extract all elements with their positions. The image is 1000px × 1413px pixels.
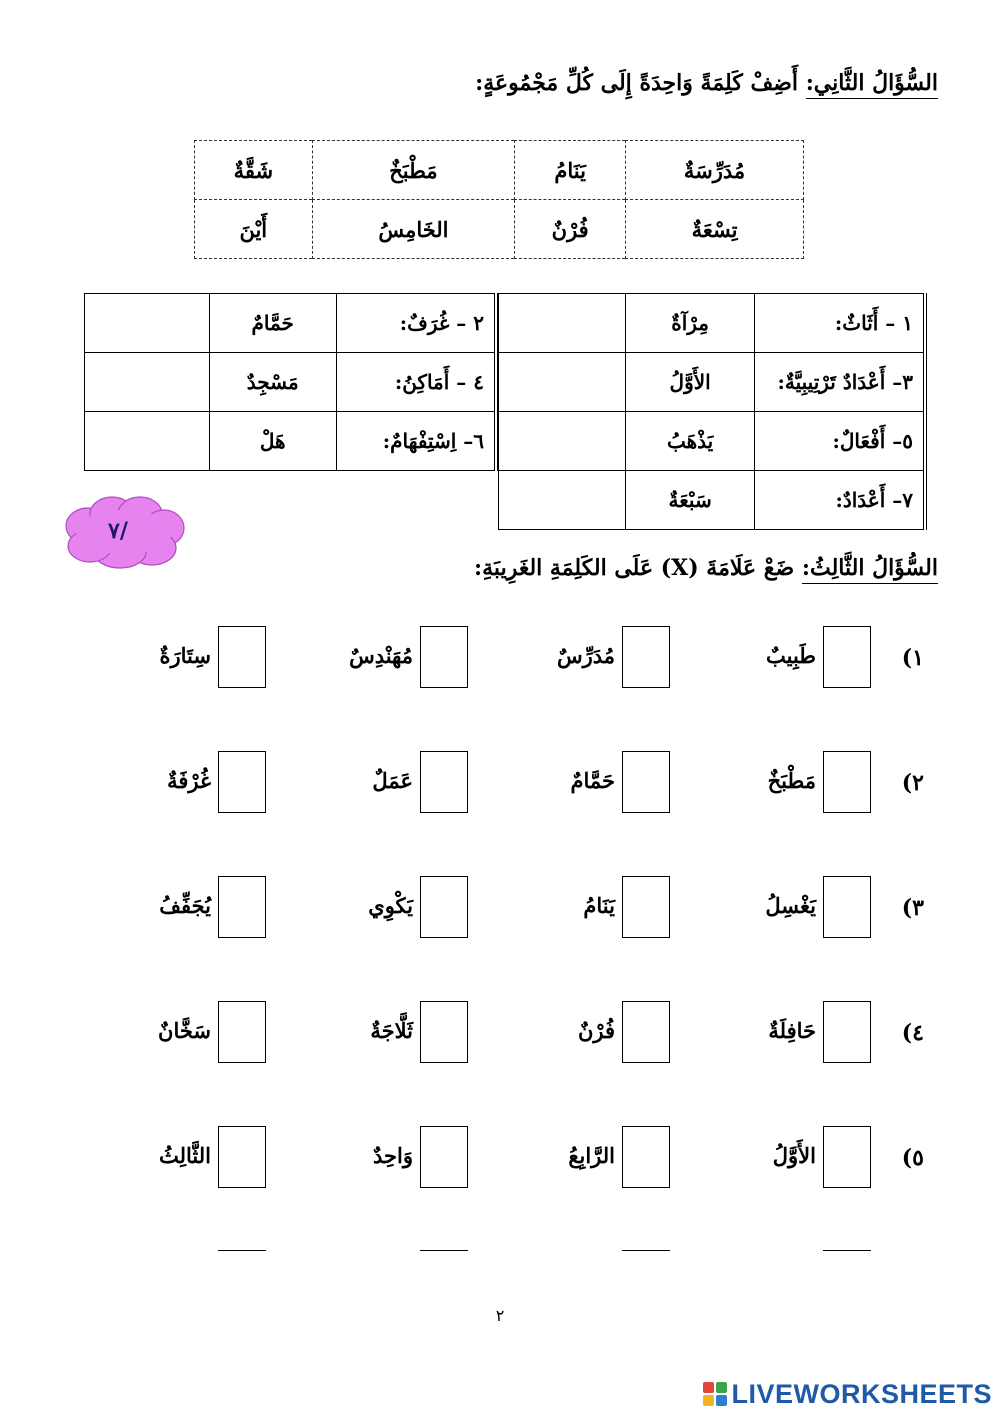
checkbox[interactable]: [218, 1126, 266, 1188]
word-bank-cell: يَنَامُ: [515, 141, 626, 200]
word-option: حَافِلَةٌ: [768, 1018, 816, 1043]
checkbox[interactable]: [823, 1001, 871, 1063]
group-answer-field-5[interactable]: [499, 412, 626, 471]
group-word-6: هَلْ: [209, 412, 336, 471]
checkbox[interactable]: [218, 751, 266, 813]
group-label-6: ٦– اِسْتِفْهَامٌ:: [336, 412, 496, 471]
liveworksheets-logo-text: LIVEWORKSHEETS: [731, 1378, 992, 1409]
group-word-4: مَسْجِدٌ: [209, 353, 336, 412]
group-word-3: الأَوَّلُ: [626, 353, 755, 412]
checkbox[interactable]: [823, 626, 871, 688]
word-bank-row: [195, 200, 804, 259]
word-option: يَكْوِي: [368, 893, 413, 918]
question-2-label: السُّؤَالُ الثَّانِي:: [806, 70, 938, 99]
score-cloud: [60, 492, 188, 570]
checkbox[interactable]: [420, 1126, 468, 1188]
liveworksheets-logo: [703, 1378, 992, 1410]
checkbox[interactable]: [823, 876, 871, 938]
word-option: وَاحِدٌ: [373, 1143, 413, 1168]
answer-line: [622, 1250, 670, 1251]
groups-table-left: [84, 293, 498, 471]
word-option: يَنَامُ: [583, 893, 615, 918]
word-bank-cell: فُرْنٌ: [515, 200, 626, 259]
word-option: الثَّالِثُ: [159, 1143, 211, 1168]
word-bank-cell: شَقَّةٌ: [195, 141, 313, 200]
word-option: حَمَّامٌ: [570, 768, 615, 793]
group-word-2: حَمَّامٌ: [209, 294, 336, 353]
group-label-3: ٣– أَعْدَادٌ تَرْتِيبِيَّةٌ:: [754, 353, 925, 412]
group-word-7: سَبْعَةٌ: [626, 471, 755, 530]
word-bank-table: [194, 140, 804, 259]
group-answer-field-7[interactable]: [499, 471, 626, 530]
word-option: الرَّابِعُ: [568, 1143, 615, 1168]
checkbox[interactable]: [622, 751, 670, 813]
checkbox[interactable]: [622, 1001, 670, 1063]
word-bank-cell: الخَامِسُ: [312, 200, 515, 259]
liveworksheets-logo-icon: [703, 1382, 727, 1406]
checkbox[interactable]: [823, 1126, 871, 1188]
word-option: فُرْنٌ: [577, 1018, 615, 1043]
word-option: يَغْسِلُ: [765, 893, 816, 918]
group-label-4: ٤ – أَمَاكِنُ:: [336, 353, 496, 412]
checkbox[interactable]: [420, 751, 468, 813]
answer-line: [420, 1250, 468, 1251]
word-option: سِتَارَةٌ: [159, 643, 211, 668]
question-3-label: السُّؤَالُ الثَّالِثُ:: [802, 555, 938, 584]
exercise-number: ٢): [901, 770, 924, 796]
word-bank-cell: مُدَرِّسَةٌ: [626, 141, 804, 200]
checkbox[interactable]: [420, 876, 468, 938]
group-label-5: ٥– أَفْعَالٌ:: [754, 412, 925, 471]
word-bank-row: [195, 141, 804, 200]
checkbox[interactable]: [218, 626, 266, 688]
checkbox[interactable]: [823, 751, 871, 813]
group-label-2: ٢ – غُرَفٌ:: [336, 294, 496, 353]
group-answer-field-1[interactable]: [499, 294, 626, 353]
word-option: عَمَلٌ: [372, 768, 413, 793]
group-word-1: مِرْآةٌ: [626, 294, 755, 353]
answer-line: [823, 1250, 871, 1251]
word-bank-cell: مَطْبَخٌ: [312, 141, 515, 200]
checkbox[interactable]: [218, 876, 266, 938]
group-answer-field-6[interactable]: [85, 412, 210, 471]
question-2-instruction: أَضِفْ كَلِمَةً وَاحِدَةً إِلَى كُلِّ مَجْمُوعَةٍ:: [475, 70, 806, 96]
checkbox[interactable]: [420, 626, 468, 688]
group-answer-field-2[interactable]: [85, 294, 210, 353]
word-option: مَطْبَخٌ: [767, 768, 816, 793]
group-label-1: ١ – أَثَاثٌ:: [754, 294, 925, 353]
question-3-title: [474, 555, 938, 581]
answer-line: [218, 1250, 266, 1251]
question-2-title: [475, 70, 938, 96]
checkbox[interactable]: [622, 876, 670, 938]
group-label-7: ٧– أَعْدَادٌ:: [754, 471, 925, 530]
word-option: طَبِيبٌ: [765, 643, 816, 668]
word-bank-cell: تِسْعَةٌ: [626, 200, 804, 259]
group-word-5: يَذْهَبُ: [626, 412, 755, 471]
word-option: سَخَّانٌ: [158, 1018, 211, 1043]
checkbox[interactable]: [622, 1126, 670, 1188]
question-3-instruction: ضَعْ عَلَامَةَ (X) عَلَى الكَلِمَةِ الغَرِيبَةِ:: [474, 555, 802, 581]
checkbox[interactable]: [420, 1001, 468, 1063]
word-bank-cell: أَيْنَ: [195, 200, 313, 259]
exercise-number: ٥): [901, 1145, 924, 1171]
checkbox[interactable]: [622, 626, 670, 688]
group-answer-field-4[interactable]: [85, 353, 210, 412]
word-option: غُرْفَةٌ: [167, 768, 211, 793]
checkbox[interactable]: [218, 1001, 266, 1063]
word-option: مُهَنْدِسٌ: [349, 643, 413, 668]
page-number: ٢: [495, 1306, 505, 1325]
word-option: ثَلَّاجَةٌ: [370, 1018, 413, 1043]
group-answer-field-3[interactable]: [499, 353, 626, 412]
word-option: يُجَفِّفُ: [159, 893, 211, 918]
exercise-number: ٤): [901, 1020, 924, 1046]
word-option: مُدَرِّسٌ: [556, 643, 615, 668]
word-option: الأَوَّلُ: [772, 1143, 816, 1168]
groups-table-right: [498, 293, 927, 530]
exercise-number: ١): [901, 645, 924, 671]
exercise-number: ٣): [901, 895, 924, 921]
score-text: ٧/: [108, 518, 128, 544]
